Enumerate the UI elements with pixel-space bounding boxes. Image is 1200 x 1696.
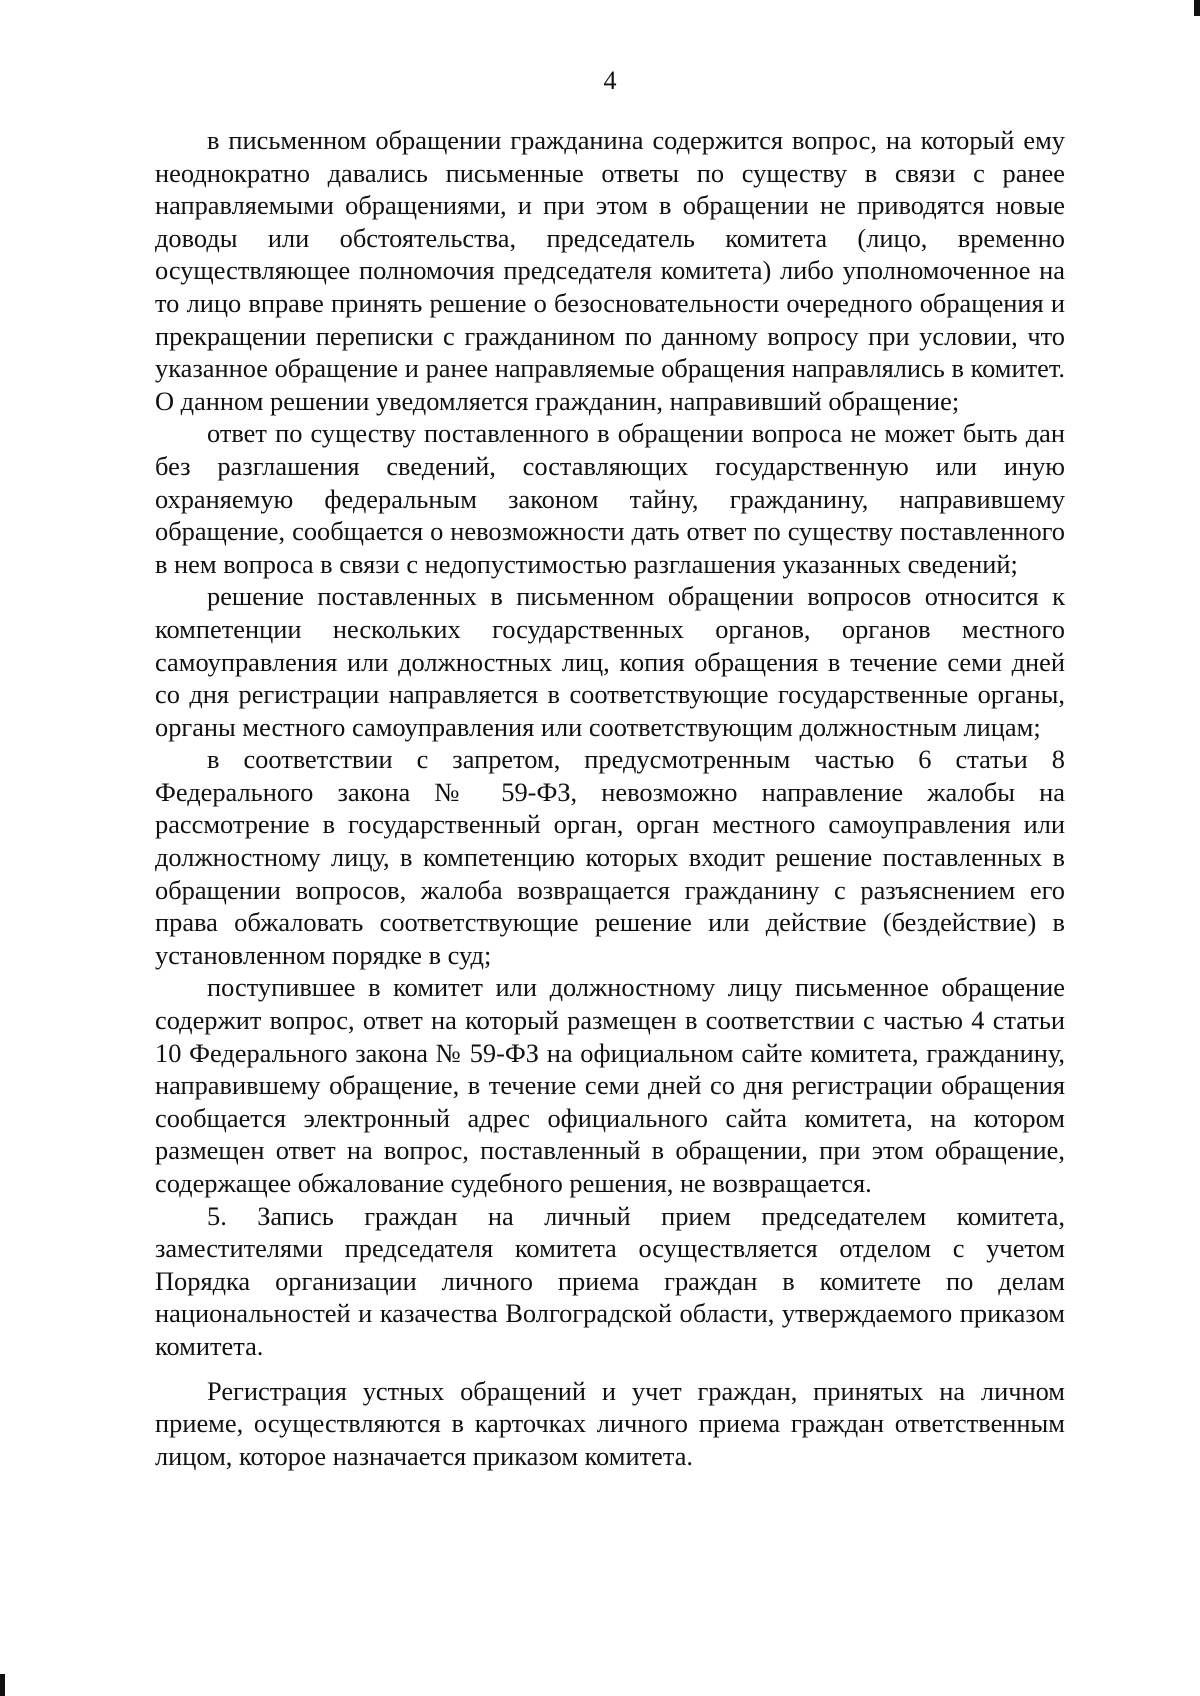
- document-body: [155, 124, 1065, 1472]
- scan-edge-mark: [0, 1674, 5, 1696]
- paragraph: в соответствии с запретом, предусмотренным частью 6 статьи 8 Федерального закона № 59-ФЗ, невозможно направление жалобы на рассмотрение в государственный орган, орган местного самоуправления или должностному лицу, в компетенцию которых входит решение поставленных в обращении вопросов, жалоба возвращается гражданину с разъяснением его права обжаловать соответствующие решение или действие (бездействие) в установленном порядке в суд;: [155, 744, 1065, 970]
- paragraph: Регистрация устных обращений и учет граждан, принятых на личном приеме, осуществляются в карточках личного приема граждан ответственным лицом, которое назначается приказом комитета.: [155, 1375, 1065, 1471]
- paragraph: поступившее в комитет или должностному лицу письменное обращение содержит вопрос, ответ на который размещен в соответствии с частью 4 статьи 10 Федерального закона № 59-ФЗ на официальном сайте комитета, гражданину, направившему обращение, в течение семи дней со дня регистрации обращения сообщается электронный адрес официального сайта комитета, на котором размещен ответ на вопрос, поставленный в обращении, при этом обращение, содержащее обжалование судебного решения, не возвращается.: [155, 972, 1065, 1198]
- paragraph: в письменном обращении гражданина содержится вопрос, на который ему неоднократно давались письменные ответы по существу в связи с ранее направляемыми обращениями, и при этом в обращении не приводятся новые доводы или обстоятельства, председатель комитета (лицо, временно осуществляющее полномочия председателя комитета) либо уполномоченное на то лицо вправе принять решение о безосновательности очередного обращения и прекращении переписки с гражданином по данному вопросу при условии, что указанное обращение и ранее направляемые обращения направлялись в комитет. О данном решении уведомляется гражданин, направивший обращение;: [155, 125, 1065, 416]
- scan-edge-mark: [1194, 0, 1200, 16]
- paragraph: 5. Запись граждан на личный прием председателем комитета, заместителями председателя комитета осуществляется отделом с учетом Порядка организации личного приема граждан в комитете по делам национальностей и казачества Волгоградской области, утверждаемого приказом комитета.: [155, 1200, 1065, 1361]
- paragraph: решение поставленных в письменном обращении вопросов относится к компетенции нескольких государственных органов, органов местного самоуправления или должностных лиц, копия обращения в течение семи дней со дня регистрации направляется в соответствующие государственные органы, органы местного самоуправления или соответствующим должностным лицам;: [155, 581, 1065, 742]
- page-number: 4: [603, 66, 617, 95]
- paragraph: ответ по существу поставленного в обращении вопроса не может быть дан без разглашения сведений, составляющих государственную или иную охраняемую федеральным законом тайну, гражданину, направившему обращение, сообщается о невозможности дать ответ по существу поставленного в нем вопроса в связи с недопустимостью разглашения указанных сведений;: [155, 418, 1065, 579]
